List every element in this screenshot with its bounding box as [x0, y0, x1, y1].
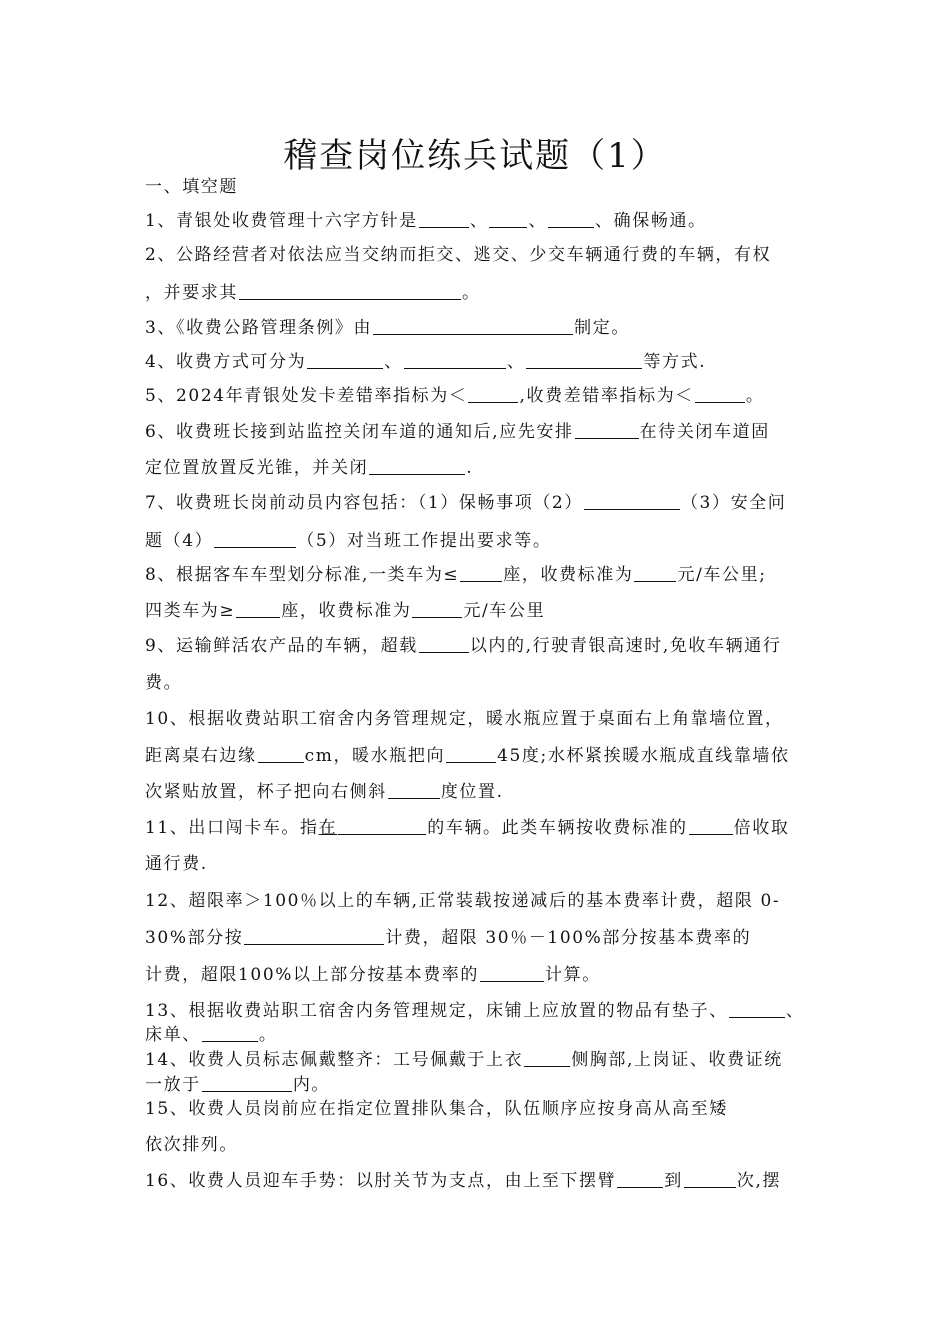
question-text: 。 — [462, 283, 481, 303]
answer-blank — [468, 386, 518, 403]
question-text: 30%部分按 — [145, 928, 244, 948]
question-text: 7、收费班长岗前动员内容包括：（1）保畅事项（2） — [145, 493, 583, 513]
question-8-line-2 — [145, 600, 813, 622]
question-6-line-1 — [145, 421, 813, 443]
answer-blank — [446, 746, 496, 763]
answer-blank — [369, 458, 465, 475]
question-3 — [145, 317, 813, 339]
answer-blank — [388, 782, 440, 799]
question-text: . — [466, 458, 474, 478]
question-text: 1、青银处收费管理十六字方针是 — [145, 211, 418, 231]
question-16-line-1 — [145, 1170, 813, 1192]
page-title: 稽查岗位练兵试题（1） — [283, 136, 667, 176]
question-text: 座，收费标准为 — [503, 565, 634, 585]
question-text: 计费，超限 30％－100%部分按基本费率的 — [385, 928, 752, 948]
answer-blank — [307, 352, 383, 369]
question-text: cm，暖水瓶把向 — [304, 746, 446, 766]
answer-blank — [689, 818, 733, 835]
question-text: 定位置放置反光锥，并关闭 — [145, 458, 369, 478]
answer-blank — [202, 1075, 292, 1092]
question-text: 9、运输鲜活农产品的车辆，超载 — [145, 636, 418, 656]
question-2-line-1: 2、公路经营者对依法应当交纳而拒交、逃交、少交车辆通行费的车辆，有权 — [145, 245, 772, 265]
question-text: 倍收取 — [733, 818, 790, 838]
answer-blank — [239, 283, 461, 300]
answer-blank — [526, 352, 642, 369]
question-11-line-2: 通行费. — [145, 854, 208, 874]
question-text: 11、出口闯卡车。指 — [145, 818, 319, 838]
answer-blank — [584, 493, 680, 510]
answer-blank — [419, 636, 469, 653]
question-12-line-1: 12、超限率＞100％以上的车辆,正常装载按递减后的基本费率计费，超限 0- — [145, 891, 781, 911]
question-text: （3）安全问 — [680, 493, 787, 513]
question-text: 、 — [506, 352, 526, 372]
question-text: 度位置. — [440, 782, 504, 802]
answer-blank — [548, 211, 594, 228]
question-8-line-1 — [145, 564, 813, 586]
question-text: 14、收费人员标志佩戴整齐：工号佩戴于上衣 — [145, 1050, 524, 1070]
question-10-line-1: 10、根据收费站职工宿舍内务管理规定，暖水瓶应置于桌面右上角靠墙位置， — [145, 709, 784, 729]
question-7-line-1 — [145, 492, 813, 514]
question-text: 座，收费标准为 — [281, 601, 412, 621]
question-14-line-1 — [145, 1049, 813, 1071]
question-text: 一放于 — [145, 1075, 201, 1095]
question-text: 、 — [384, 352, 403, 372]
answer-blank — [202, 1025, 258, 1042]
question-text: 以内的,行驶青银高速时,免收车辆通行 — [469, 636, 782, 656]
question-text: 在待关闭车道固 — [639, 422, 770, 442]
question-text: 计算。 — [545, 965, 601, 985]
answer-blank — [419, 211, 469, 228]
answer-blank — [236, 601, 280, 618]
question-13-line-1 — [145, 1000, 813, 1022]
question-text: 元/车公里; — [677, 565, 767, 585]
answer-blank — [373, 318, 573, 335]
question-text: 6、收费班长接到站监控关闭车道的通知后,应先安排 — [145, 422, 574, 442]
question-text: 、 — [528, 211, 548, 231]
question-13-line-2 — [145, 1024, 813, 1046]
question-text: 4、收费方式可分为 — [145, 352, 307, 372]
question-12-line-2 — [145, 927, 813, 949]
question-2-line-2 — [145, 282, 813, 304]
answer-blank — [729, 1001, 785, 1018]
question-text: 。 — [258, 1025, 278, 1045]
question-12-line-3 — [145, 964, 813, 986]
question-text: 侧胸部,上岗证、收费证统 — [571, 1050, 783, 1070]
question-text: 次,摆 — [736, 1171, 782, 1191]
question-text: 距离桌右边缘 — [145, 746, 257, 766]
question-text: 16、收费人员迎车手势：以肘关节为支点，由上至下摆臂 — [145, 1171, 617, 1191]
question-text: 3、《收费公路管理条例》由 — [145, 318, 373, 338]
question-text: 计费，超限100%以上部分按基本费率的 — [145, 965, 480, 985]
answer-blank — [489, 211, 527, 228]
question-text: 45度;水杯紧挨暖水瓶成直线靠墙依 — [497, 746, 790, 766]
question-text: 四类车为≥ — [145, 601, 236, 621]
answer-blank — [412, 601, 462, 618]
question-14-line-2 — [145, 1074, 813, 1096]
answer-blank — [480, 965, 544, 982]
question-text: （5）对当班工作提出要求等。 — [297, 531, 552, 551]
question-text: ,收费差错率指标为＜ — [519, 386, 694, 406]
question-text: 床单、 — [145, 1025, 201, 1045]
question-9-line-2: 费。 — [145, 673, 183, 693]
answer-blank — [258, 746, 304, 763]
answer-blank — [404, 352, 506, 369]
question-10-line-2 — [145, 745, 813, 767]
question-text: ，并要求其 — [145, 283, 238, 303]
answer-blank — [460, 565, 502, 582]
question-text: 。 — [745, 386, 765, 406]
section-heading: 一、填空题 — [145, 177, 238, 197]
question-text: 制定。 — [574, 318, 630, 338]
question-11-line-1 — [145, 817, 813, 839]
question-15-line-2: 依次排列。 — [145, 1135, 238, 1155]
question-10-line-3 — [145, 781, 813, 803]
question-5 — [145, 385, 813, 407]
question-text: 、确保畅通。 — [595, 211, 707, 231]
question-text: 5、2024年青银处发卡差错率指标为＜ — [145, 386, 468, 406]
question-text: 元/车公里 — [463, 601, 546, 621]
question-text: 在 — [318, 818, 338, 838]
answer-blank — [244, 928, 384, 945]
question-text: 13、根据收费站职工宿舍内务管理规定，床铺上应放置的物品有垫子、 — [145, 1001, 728, 1021]
answer-blank — [575, 422, 639, 439]
question-text: 的车辆。此类车辆按收费标准的 — [427, 818, 688, 838]
answer-blank — [338, 818, 426, 835]
question-text: 等方式. — [643, 352, 707, 372]
question-text: 、 — [785, 1001, 805, 1021]
question-text: 8、根据客车车型划分标准,一类车为≤ — [145, 565, 460, 585]
answer-blank — [695, 386, 745, 403]
question-15-line-1: 15、收费人员岗前应在指定位置排队集合，队伍顺序应按身高从高至矮 — [145, 1099, 728, 1119]
question-7-line-2 — [145, 530, 813, 552]
answer-blank — [684, 1171, 736, 1188]
question-9-line-1 — [145, 635, 813, 657]
question-1 — [145, 210, 813, 232]
answer-blank — [214, 531, 296, 548]
answer-blank — [634, 565, 676, 582]
question-6-line-2 — [145, 457, 813, 479]
question-text: 到 — [664, 1171, 683, 1191]
question-text: 次紧贴放置，杯子把向右侧斜 — [145, 782, 387, 802]
question-4 — [145, 351, 813, 373]
answer-blank — [617, 1171, 663, 1188]
question-text: 题（4） — [145, 531, 214, 551]
question-text: 内。 — [292, 1075, 331, 1095]
answer-blank — [524, 1050, 570, 1067]
question-text: 、 — [469, 211, 489, 231]
